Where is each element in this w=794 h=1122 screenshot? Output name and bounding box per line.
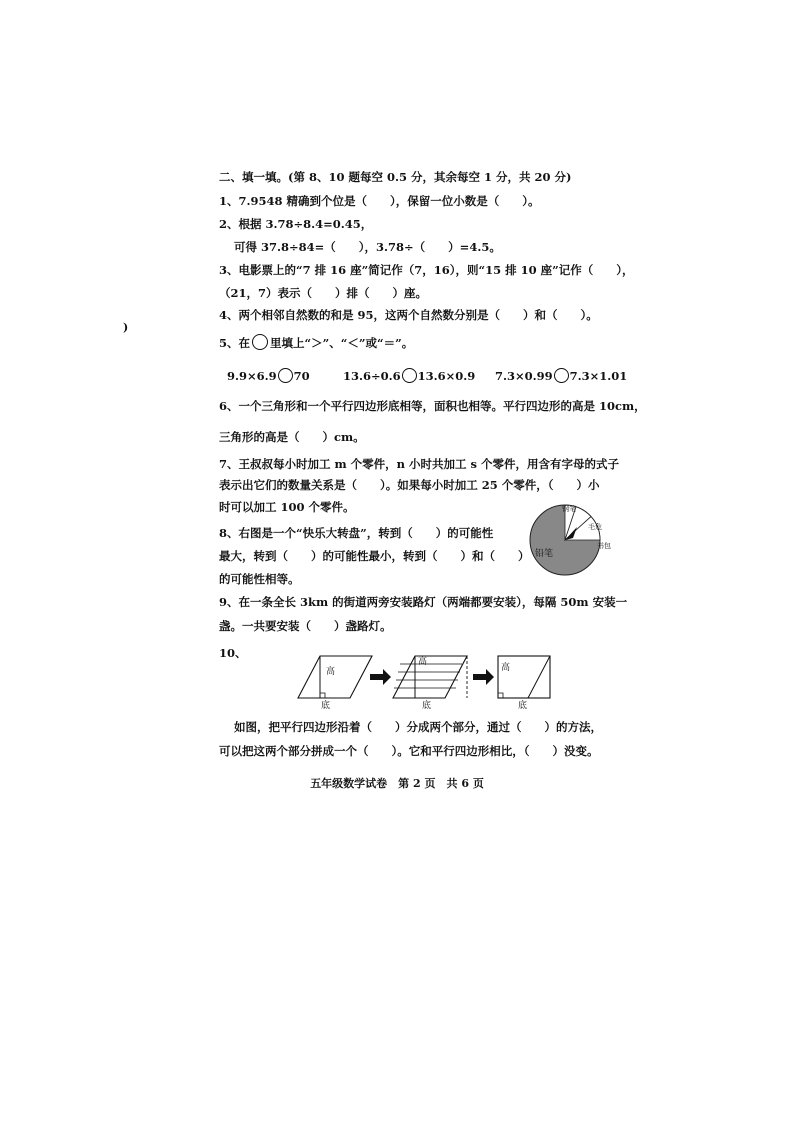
question-10-line-1: 如图，把平行四边形沿着（ ）分成两个部分，通过（ ）的方法， xyxy=(234,720,602,734)
circle-icon xyxy=(554,368,569,383)
stray-mark: ) xyxy=(123,321,129,334)
parallelogram-moving xyxy=(393,656,467,698)
comparison-right: 13.6×0.9 xyxy=(417,369,476,383)
pie-label-pen: 钢笔 xyxy=(562,505,576,513)
question-7-line-3: 时可以加工 100 个零件。 xyxy=(219,500,355,514)
comparison-row xyxy=(219,368,628,384)
comparison-item xyxy=(227,368,310,383)
pie-label-bag: 书包 xyxy=(597,542,611,550)
question-9-line-2: 盏。一共要安装（ ）盏路灯。 xyxy=(219,619,392,633)
question-2-line-2: 可得 37.8÷84=（ ），3.78÷（ ）=4.5。 xyxy=(234,240,501,254)
question-8-line-1: 8、右图是一个“快乐大转盘”，转到（ ）的可能性 xyxy=(219,526,494,540)
pie-label-pencil: 铅笔 xyxy=(535,549,554,559)
section-title: 二、填一填。(第 8、10 题每空 0.5 分，其余每空 1 分，共 20 分) xyxy=(219,170,572,184)
circle-icon xyxy=(278,368,293,383)
arrow-right-icon xyxy=(370,669,391,685)
right-angle-mark xyxy=(498,693,503,698)
circle-icon xyxy=(402,368,417,383)
question-6-line-1: 6、一个三角形和一个平行四边形底相等，面积也相等。平行四边形的高是 10cm， xyxy=(219,399,646,413)
question-7-line-2: 表示出它们的数量关系是（ ）。如果每小时加工 25 个零件，（ ）小 xyxy=(219,478,600,492)
question-7-line-1: 7、王叔叔每小时加工 m 个零件，n 小时共加工 s 个零件，用含有字母的式子 xyxy=(219,457,620,471)
question-1: 1、7.9548 精确到个位是（ ），保留一位小数是（ ）。 xyxy=(219,194,540,208)
height-label: 高 xyxy=(418,657,428,667)
right-angle-mark xyxy=(320,693,325,698)
question-9-line-1: 9、在一条全长 3km 的街道两旁安装路灯（两端都要安装），每隔 50m 安装一 xyxy=(219,595,628,609)
pie-label-ruler: 毛危 xyxy=(588,523,602,531)
comparison-left: 7.3×0.99 xyxy=(495,369,553,383)
circle-icon xyxy=(252,334,268,350)
parallelogram-figure xyxy=(290,650,560,710)
question-6-line-2: 三角形的高是（ ）cm。 xyxy=(219,430,365,444)
spinner-diagram xyxy=(525,500,615,580)
base-label: 底 xyxy=(518,701,528,710)
comparison-left: 9.9×6.9 xyxy=(227,369,277,383)
question-3-line-1: 3、电影票上的“7 排 16 座”简记作（7，16），则“15 排 10 座”记作（ ）， xyxy=(219,263,634,277)
question-8-line-2: 最大，转到（ ）的可能性最小，转到（ ）和（ ） xyxy=(219,549,530,563)
question-2-line-1: 2、根据 3.78÷8.4=0.45， xyxy=(219,217,373,231)
question-8-line-3: 的可能性相等。 xyxy=(219,572,300,586)
question-4: 4、两个相邻自然数的和是 95，这两个自然数分别是（ ）和（ ）。 xyxy=(219,308,598,322)
height-label: 高 xyxy=(326,667,336,677)
height-label: 高 xyxy=(501,663,511,673)
comparison-right: 7.3×1.01 xyxy=(569,369,628,383)
comparison-item xyxy=(343,368,475,383)
base-label: 底 xyxy=(321,701,331,710)
comparison-left: 13.6÷0.6 xyxy=(343,369,401,383)
comparison-item xyxy=(495,368,627,383)
arrow-right-icon xyxy=(473,669,494,685)
question-10-line-2: 可以把这两个部分拼成一个（ ）。它和平行四边形相比，（ ）没变。 xyxy=(219,744,599,758)
question-5-prefix: 5、在 xyxy=(219,336,251,350)
question-5-suffix: 里填上“＞”、“＜”或“＝”。 xyxy=(270,336,414,350)
base-label: 底 xyxy=(422,701,432,710)
page-footer: 五年级数学试卷 第 2 页 共 6 页 xyxy=(310,777,484,790)
question-10-number: 10、 xyxy=(219,646,247,660)
parallelogram xyxy=(298,656,372,698)
diagonal-line xyxy=(528,656,550,698)
question-3-line-2: （21，7）表示（ ）排（ ）座。 xyxy=(219,286,428,300)
question-5 xyxy=(219,334,413,350)
comparison-right: 70 xyxy=(293,369,310,383)
